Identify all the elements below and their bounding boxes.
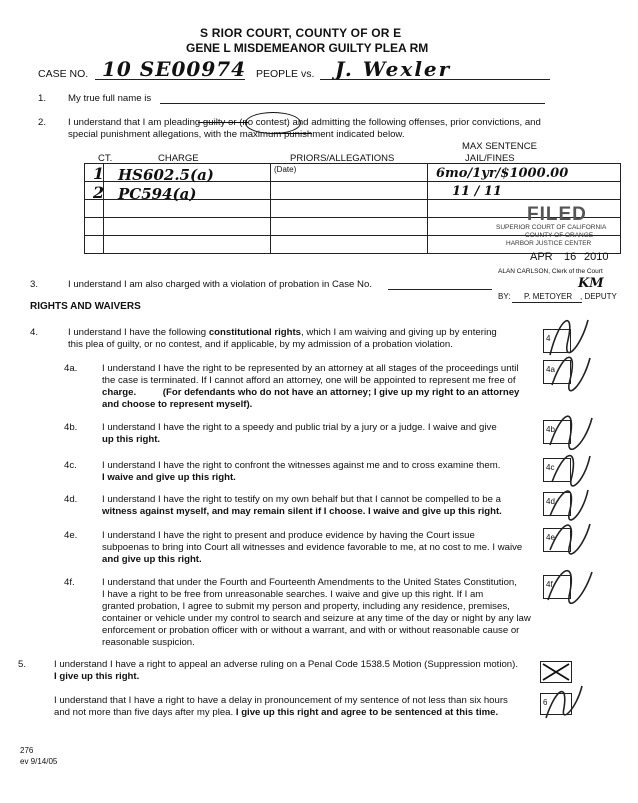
case-no-label: CASE NO. bbox=[38, 68, 89, 80]
item-4a-line1: I understand I have the right to be represented by an attorney at all stages of the proceedings until bbox=[102, 363, 519, 374]
initial-label: 4c bbox=[546, 463, 555, 472]
no-contest-circle-mark bbox=[245, 112, 301, 134]
item-4-text-c: , which I am waiving and giving up by entering bbox=[301, 327, 497, 338]
item-4b-line1: I understand I have the right to a speedy and public trial by a jury or a judge. I waive and give bbox=[102, 422, 497, 433]
date-label: (Date) bbox=[274, 165, 297, 174]
item-4d-line2: witness against myself, and may remain silent if I choose. I waive and give up this right. bbox=[102, 506, 502, 517]
initial-label: 4f bbox=[546, 580, 553, 589]
row-1-charge: HS602.5(a) bbox=[118, 166, 214, 184]
item-4f-line6: reasonable suspicion. bbox=[102, 637, 195, 648]
form-number: 276 bbox=[20, 746, 34, 755]
deputy-line bbox=[512, 302, 582, 303]
item-2-line2: special punishment allegations, with the maximum punishment indicated below. bbox=[68, 129, 405, 140]
filed-stamp-deputy: , DEPUTY bbox=[580, 292, 617, 301]
initial-label: 4e bbox=[546, 533, 555, 542]
col-ct: CT. bbox=[98, 153, 113, 164]
item-4b-line2: up this right. bbox=[102, 434, 161, 445]
item-4-text-a: I understand I have the following bbox=[68, 327, 209, 338]
item-4c-number: 4c. bbox=[64, 460, 77, 471]
form-title: GENE L MISDEMEANOR GUILTY PLEA RM bbox=[186, 41, 429, 55]
item-6-text-b: I give up this right and agree to be sentenced at this time. bbox=[235, 707, 499, 718]
item-2-number: 2. bbox=[38, 117, 47, 128]
item-4-number: 4. bbox=[30, 327, 39, 338]
item-4a-number: 4a. bbox=[64, 363, 78, 374]
initial-label: 4a bbox=[546, 365, 555, 374]
guilty-strike-mark bbox=[198, 122, 248, 123]
item-4a-line2: the case is terminated. If I cannot afford an attorney, one will be appointed to represent me free of bbox=[102, 375, 516, 386]
item-1-text: My true full name is bbox=[68, 93, 152, 104]
max-sentence-label: MAX SENTENCE bbox=[462, 141, 537, 152]
item-4d-number: 4d. bbox=[64, 494, 78, 505]
item-4e-line1: I understand I have the right to present and produce evidence by having the Court issue bbox=[102, 530, 475, 541]
item-4f-line2: I have a right to be free from unreasonable searches. I waive and give up this right. If I am bbox=[102, 589, 484, 600]
col-priors: PRIORS/ALLEGATIONS bbox=[290, 153, 395, 164]
row-1-jail: 6mo/1yr/$1000.00 bbox=[436, 166, 569, 181]
item-4f-number: 4f. bbox=[64, 577, 75, 588]
item-4c-line1: I understand I have the right to confront the witnesses against me and to cross examine them. bbox=[102, 460, 501, 471]
item-6-line2 bbox=[54, 707, 498, 719]
initial-label: 4b bbox=[546, 425, 555, 434]
case-no-line bbox=[95, 79, 245, 80]
item-4e-line2: subpoenas to bring into Court all witnesses and evidence favorable to me, at no cost to me. I waive bbox=[102, 542, 523, 553]
item-4e-number: 4e. bbox=[64, 530, 78, 541]
item-2-line1: I understand that I am pleading guilty or (no contest) and admitting the following offenses, prior convictions, and bbox=[68, 117, 541, 128]
rights-waivers-heading: RIGHTS AND WAIVERS bbox=[30, 301, 141, 312]
filed-stamp-court: SUPERIOR COURT OF CALIFORNIA bbox=[496, 224, 607, 231]
probation-case-field[interactable] bbox=[388, 289, 492, 290]
col-charge: CHARGE bbox=[158, 153, 199, 164]
item-4-text-b: constitutional rights bbox=[208, 327, 302, 338]
item-4a-line4: and choose to represent myself). bbox=[102, 399, 253, 410]
item-6-line1: I understand that I have a right to have a delay in pronouncement of my sentence of not less than six hours bbox=[54, 695, 508, 706]
item-4f-line5: enforcement or probation officer with or without a warrant, and with or without reasonable cause or bbox=[102, 625, 520, 636]
court-title: S RIOR COURT, COUNTY OF OR E bbox=[200, 26, 402, 40]
filed-stamp-clerk: ALAN CARLSON, Clerk of the Court bbox=[498, 268, 603, 275]
item-5-line1: I understand I have a right to appeal an adverse ruling on a Penal Code 1538.5 Motion (Suppression motion). bbox=[54, 659, 518, 670]
row-2-jail: 11 / 11 bbox=[452, 184, 502, 199]
defendant-line bbox=[320, 79, 550, 80]
row-2-charge: PC594(a) bbox=[118, 185, 197, 203]
item-4f-line4: container or vehicle under my control to search and seizure at any time of the day or night by any law bbox=[102, 613, 531, 624]
item-4e-line3: and give up this right. bbox=[102, 554, 202, 565]
item-4-line1 bbox=[68, 327, 497, 339]
item-4d-line1: I understand I have the right to testify on my own behalf but that I cannot be compelled to be a bbox=[102, 494, 501, 505]
col-jail: JAIL/FINES bbox=[465, 153, 515, 164]
item-4c-line2: I waive and give up this right. bbox=[102, 472, 236, 483]
initial-label: 6 bbox=[543, 698, 548, 707]
row-2-ct: 2 bbox=[93, 183, 105, 202]
filed-stamp-deputy-name: P. METOYER bbox=[524, 292, 573, 301]
item-4f-line3: granted probation, I agree to submit my person and property, including any residence, premises, bbox=[102, 601, 510, 612]
filed-stamp-year: 2010 bbox=[584, 251, 609, 263]
filed-stamp-county: COUNTY OF ORANGE bbox=[525, 232, 594, 239]
filed-stamp-title: FILED bbox=[527, 204, 587, 225]
handwritten-initials-mark-6 bbox=[538, 678, 588, 723]
initial-label: 4 bbox=[546, 334, 551, 343]
full-name-field[interactable] bbox=[160, 103, 545, 104]
item-4a-line3: charge. (For defendants who do not have an attorney; I give up my right to an attorney bbox=[102, 387, 520, 398]
item-3-number: 3. bbox=[30, 279, 39, 290]
item-6-text-a: and not more than five days after my plea. bbox=[54, 707, 236, 718]
handwritten-initials-marks bbox=[530, 310, 620, 620]
defendant-name[interactable]: J. Wexler bbox=[335, 57, 452, 81]
item-4-line2: this plea of guilty, or no contest, and if applicable, by my admission of a probation violation. bbox=[68, 339, 453, 350]
item-1-number: 1. bbox=[38, 93, 47, 104]
initial-label: 4d bbox=[546, 497, 555, 506]
filed-stamp-by: BY: bbox=[498, 292, 511, 301]
case-no-value[interactable]: 10 SE00974 bbox=[102, 57, 247, 81]
people-vs-label: PEOPLE vs. bbox=[256, 68, 315, 80]
form-revision: ev 9/14/05 bbox=[20, 757, 58, 766]
maximum-strike-mark bbox=[270, 133, 312, 134]
item-3-text: I understand I am also charged with a violation of probation in Case No. bbox=[68, 279, 372, 290]
item-4b-number: 4b. bbox=[64, 422, 78, 433]
filed-stamp-center: HARBOR JUSTICE CENTER bbox=[506, 240, 592, 247]
clerk-initials: KM bbox=[578, 276, 604, 291]
filed-stamp-month: APR bbox=[530, 251, 553, 263]
item-4f-line1: I understand that under the Fourth and Fourteenth Amendments to the United States Constitution, bbox=[102, 577, 517, 588]
row-1-ct: 1 bbox=[93, 164, 105, 183]
item-5-line2: I give up this right. bbox=[54, 671, 140, 682]
item-5-number: 5. bbox=[18, 659, 27, 670]
filed-stamp-day: 16 bbox=[564, 251, 577, 263]
